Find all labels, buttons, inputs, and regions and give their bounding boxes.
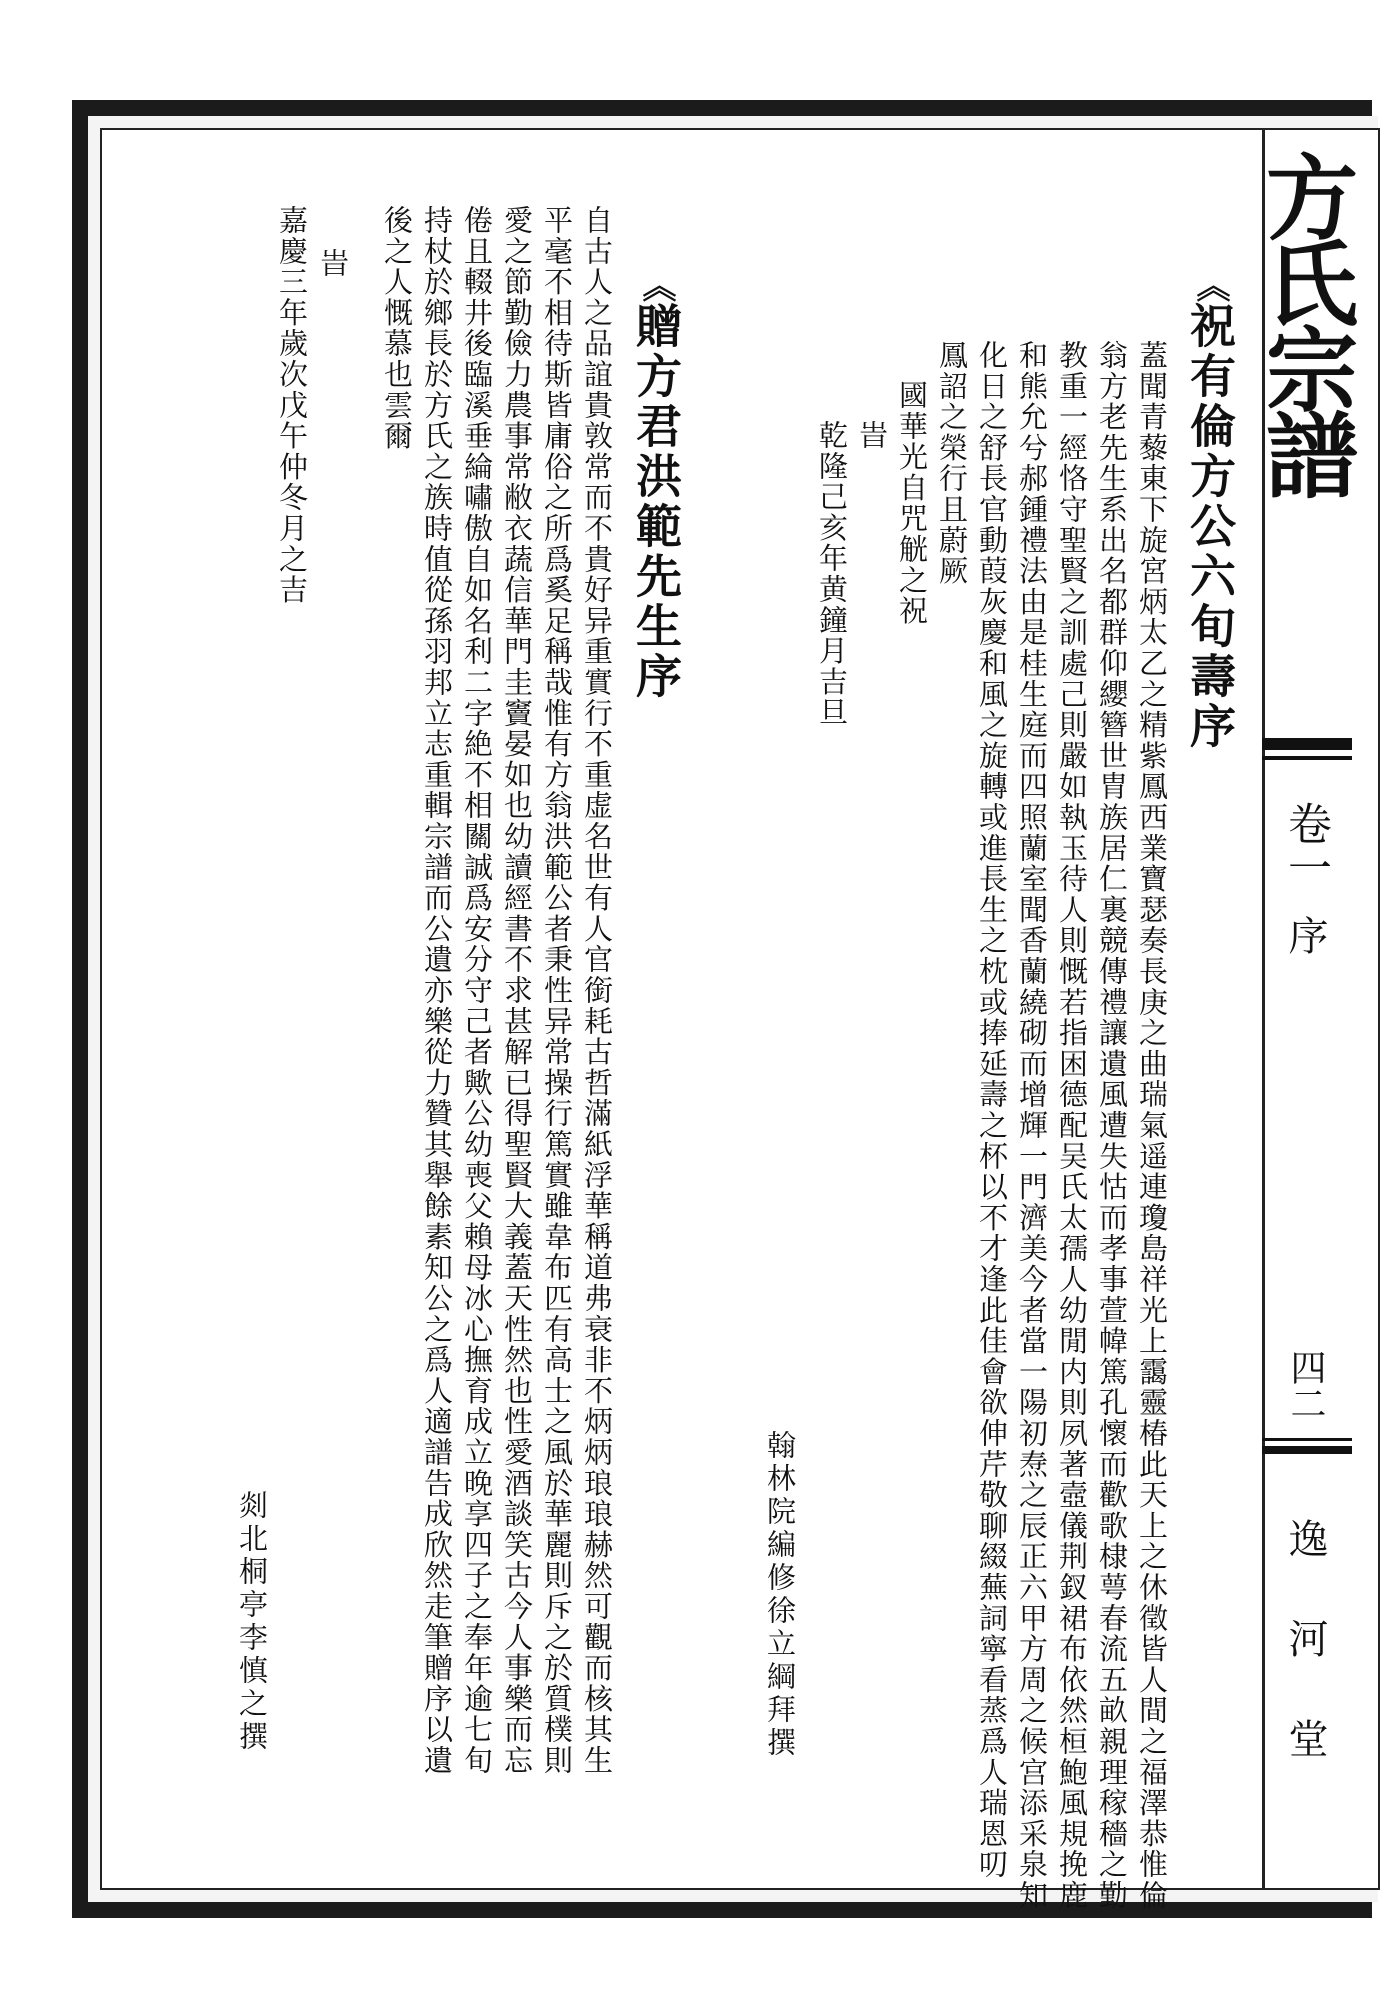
article1-title	[1182, 268, 1238, 752]
article1-line-1: 蓋聞青藜東下旋宮炳太乙之精紫鳳西業寶瑟奏長庚之曲瑞氣遥連瓊島祥光上靄靈椿此天上之休徵皆人間之福澤恭惟倫	[1135, 340, 1169, 1911]
article1-date-mark: 旹	[855, 420, 889, 451]
article1-line-3: 教重一經恪守聖賢之訓處己則嚴如執玉待人則慨若指困德配吴氏太孺人幼閒内則夙著壼儀荆釵裙布依然桓鮑風規挽鹿	[1055, 340, 1089, 1911]
article2-line-6: 後之人慨慕也雲爾	[380, 205, 414, 452]
article2-line-5: 持杖於鄉長於方氏之族時值從孫羽邦立志重輯宗譜而公遺亦樂從力贊其舉餘素知公之爲人適譜告成欣然走筆贈序以遺	[420, 205, 454, 1776]
article2-line-3: 愛之節勤儉力農事常敝衣蔬信華門圭竇晏如也幼讀經書不求甚解已得聖賢大義蓋天性然也性愛酒談笑古今人事樂而忘	[500, 205, 534, 1776]
article1-line-6: 鳳詔之榮行且蔚厥	[935, 340, 969, 587]
margin-divider-top-thin	[1262, 756, 1352, 760]
genealogy-title: 方氏宗譜	[1251, 150, 1359, 494]
page-number: 四二	[1285, 1349, 1326, 1421]
article1-line-2: 翁方老先生系出名都群仰纓簪世胄族居仁裏競傳禮讓遺風遭失怙而孝事萱幃篤孔懷而歡歌棣萼春流五畝親理稼穡之勤	[1095, 340, 1129, 1911]
article2-date: 嘉慶三年歲次戊午仲冬月之吉	[275, 205, 309, 606]
article2-line-1: 自古人之品誼貴敦常而不貴好异重實行不重虚名世有人官銜耗古哲滿紙浮華稱道弗衰非不炳炳琅琅赫然可觀而核其生	[580, 205, 614, 1776]
article1-date: 乾隆己亥年黄鐘月吉旦	[815, 420, 849, 728]
title-bracket: 《	[1190, 268, 1230, 302]
article2-signature: 剡北桐亭李慎之撰	[235, 1490, 269, 1754]
article1-signature: 翰林院編修徐立綱拜撰	[763, 1430, 797, 1760]
article2-line-2: 平毫不相待斯皆庸俗之所爲奚足稱哉惟有方翁洪範公者秉性异常操行篤實雖韋布匹有高士之風於華麗則斥之於質樸則	[540, 205, 574, 1776]
article2-date-mark: 旹	[316, 248, 350, 279]
article1-line-4: 和熊允兮郝鍾禮法由是桂生庭而四照蘭室聞香蘭繞砌而增輝一門濟美今者當一陽初焘之辰正六甲方周之候宫添采泉知	[1015, 340, 1049, 1911]
section-label: 序	[1282, 915, 1328, 955]
article2-line-4: 倦且輟井後臨溪垂綸嘯傲自如名利二字絶不相關誠爲安分守己者歟公幼喪父賴母冰心撫育成立晚享四子之奉年逾七旬	[460, 205, 494, 1776]
hall-name: 逸河堂	[1282, 1518, 1328, 1818]
margin-divider-bottom-thin	[1262, 1438, 1352, 1441]
article2-title-text: 贈方君洪範先生序	[629, 302, 683, 702]
article2-title	[628, 268, 684, 702]
title-bracket: 《	[636, 268, 676, 302]
article1-line-7: 國華光自咒觥之祝	[895, 380, 929, 627]
article1-title-text: 祝有倫方公六旬壽序	[1183, 302, 1237, 752]
margin-divider-top	[1262, 738, 1352, 750]
article1-line-5: 化日之舒長官動葭灰慶和風之旋轉或進長生之枕或捧延壽之杯以不才逢此佳會欲伸芹敬聊綴蕪詞寧看蒸爲人瑞恩叨	[975, 340, 1009, 1880]
margin-divider-bottom	[1262, 1446, 1352, 1454]
volume-label: 卷一	[1280, 801, 1331, 889]
